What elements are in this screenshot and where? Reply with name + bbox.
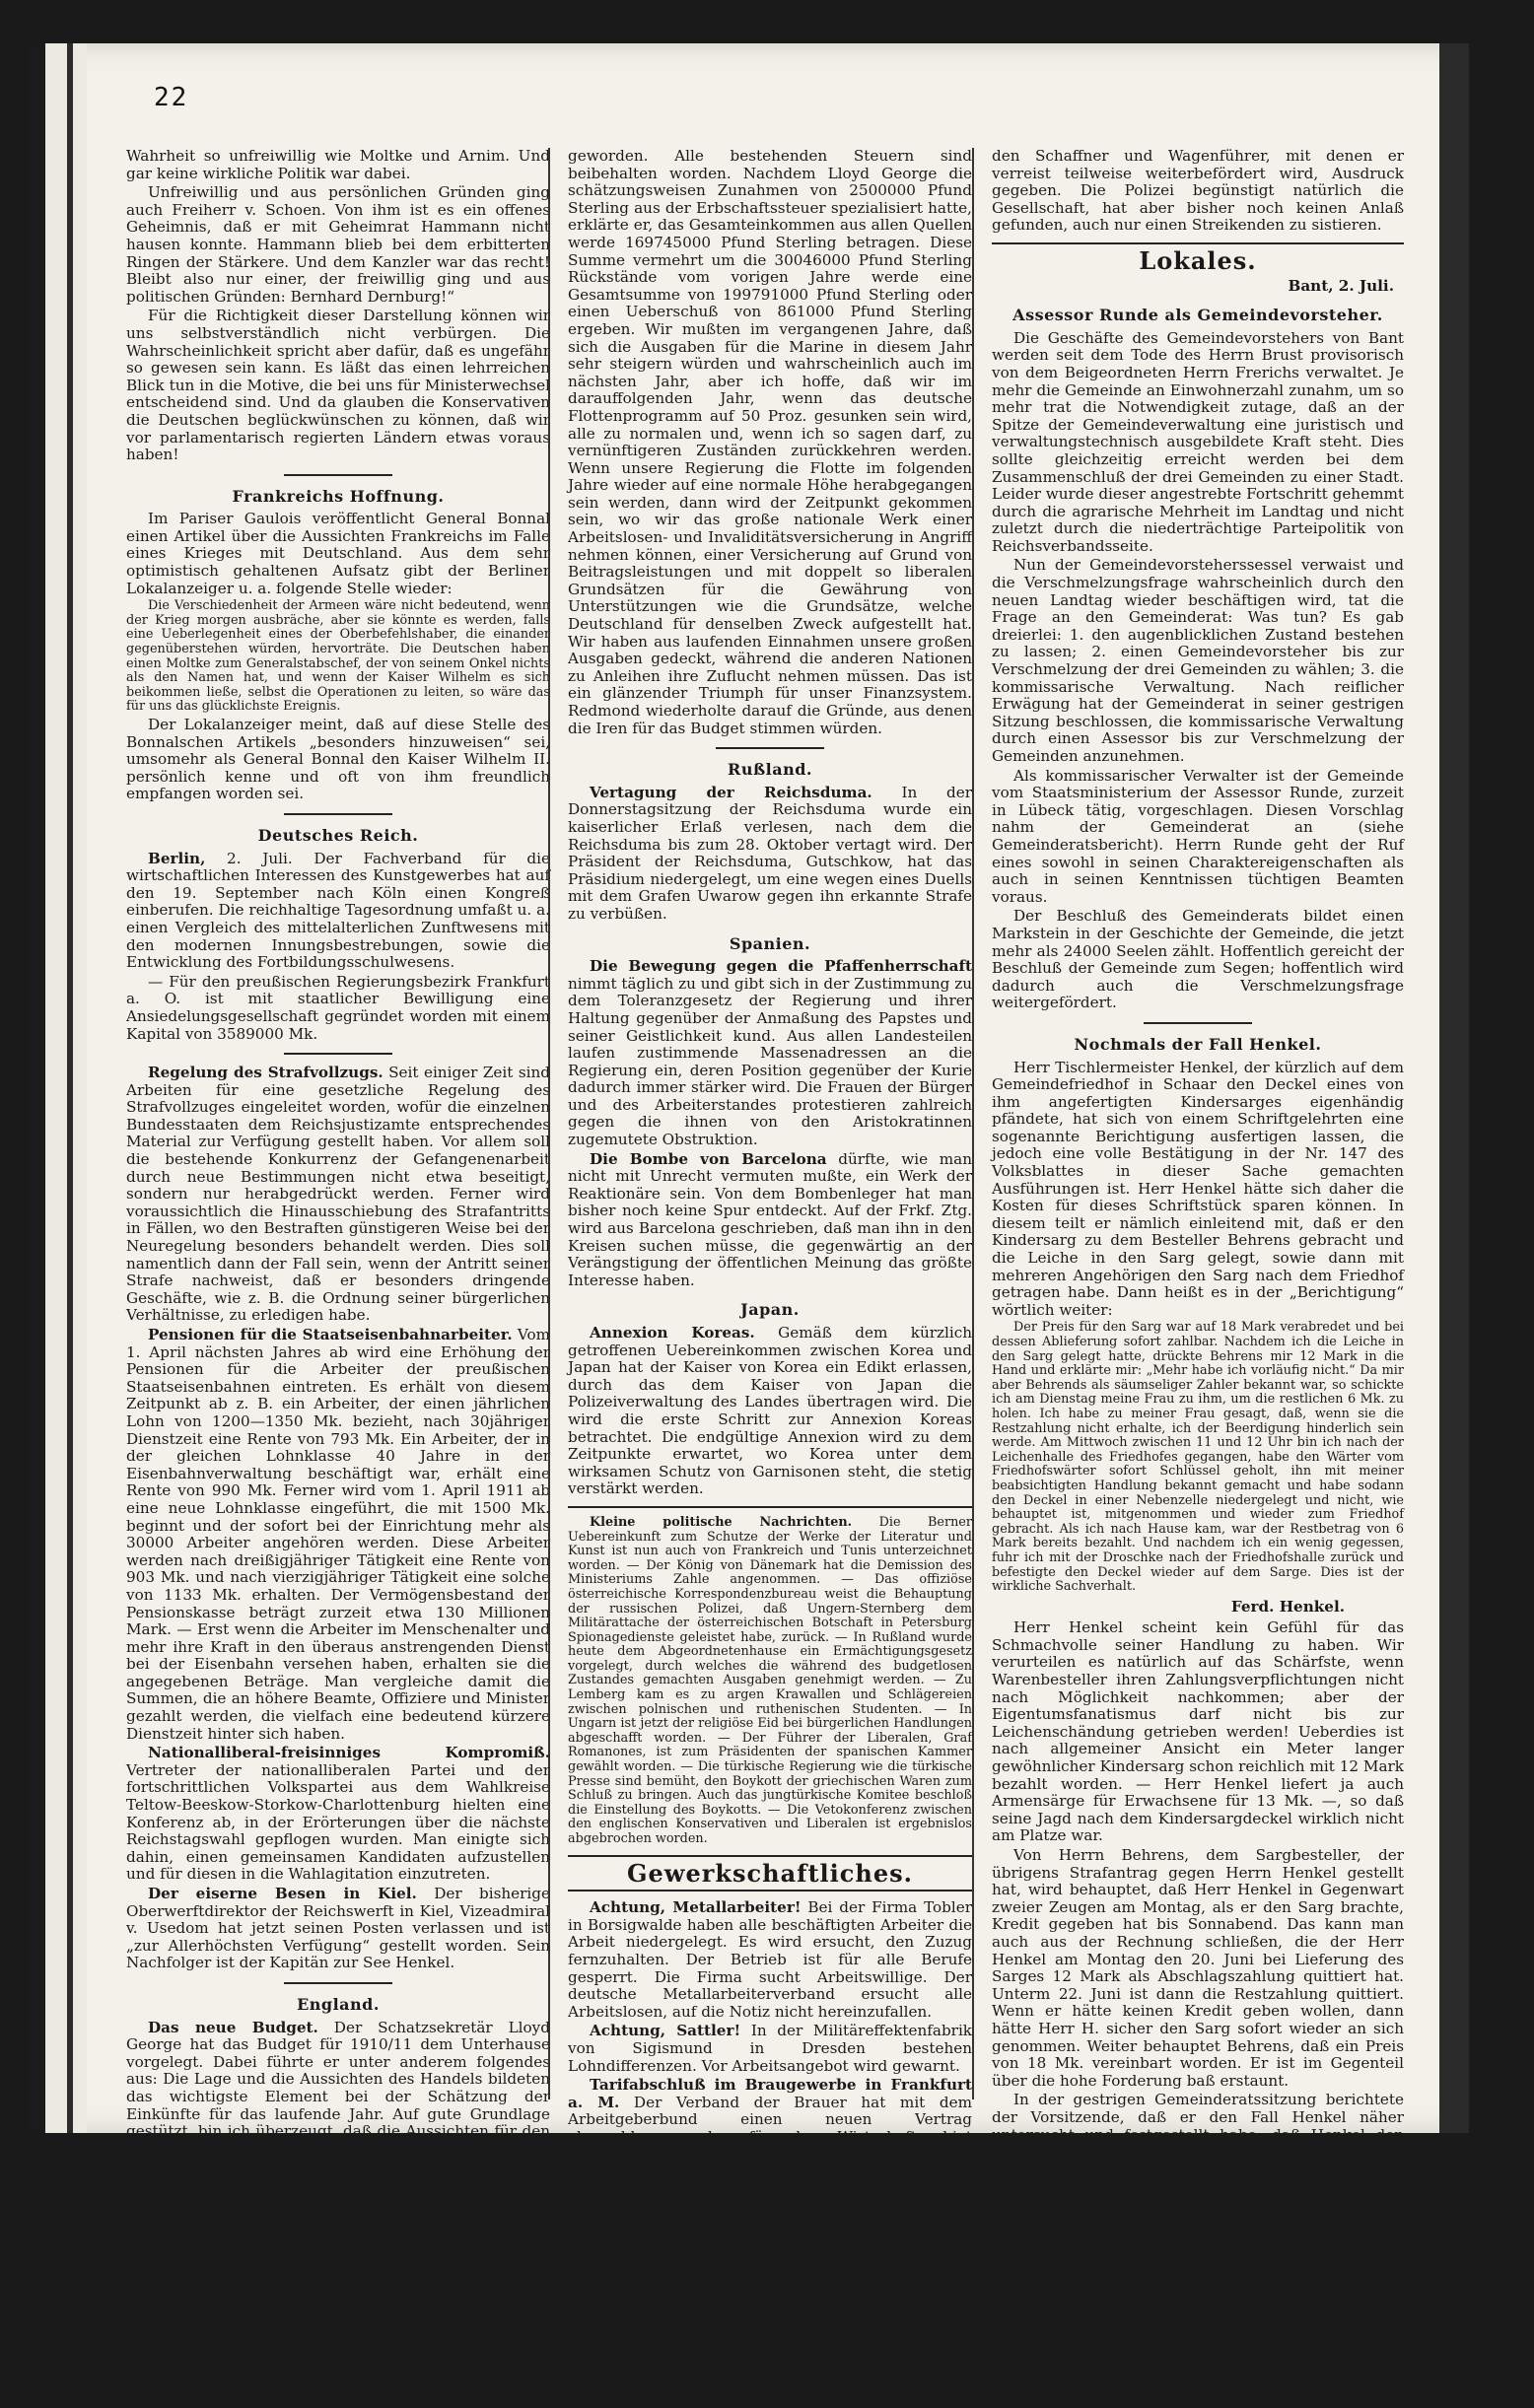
- section-heading: Deutsches Reich.: [257, 825, 419, 845]
- section-heading: Gewerkschaftliches.: [627, 1858, 913, 1888]
- paragraph: Vom 1. April nächsten Jahres ab wird eine Erhöhung der Pensionen für die Arbeiter der preußischen Staatseisenbahnen eintreten. Es erhält von diesem Zeitpunkt ab z. B. ein Arbeiter, der einen jährlichen Lohn von 1200—1350 Mk. bezieht, nach 30jähriger Dienstzeit eine Rente von 793 Mk. Ein Arbeiter, der in der gleichen Lohnklasse 40 Jahre in der Eisenbahnverwaltung beschäftigt war, erhält eine Rente von 990 Mk. Ferner wird vom 1. April 1911 ab eine neue Lohnklasse eingeführt, die mit 1500 Mk. beginnt und der sofort bei der Einrichtung mehr als 30000 Arbeiter angehören werden. Diese Arbeiter werden nach dreißigjähriger Tätigkeit eine Rente von 903 Mk. und nach vierzigjähriger Tätigkeit eine solche von 1133 Mk. erhalten. Der Vermögensbestand der Pensionskasse beträgt zurzeit etwa 130 Millionen Mark. — Erst wenn die Arbeiter im Menschenalter und mehr ihre Kraft in den überaus anstrengenden Dienst bei der Eisenbahn versehen haben, erhalten sie die angegebenen Beträge. Man vergleiche damit die Summen, die an höhere Beamte, Offiziere und Minister gezahlt werden, die vielfach eine bedeutend kürzere Dienstzeit hinter sich haben.: [126, 1326, 550, 1743]
- paragraph: Der bisherige Oberwerftdirektor der Reichswerft in Kiel, Vizeadmiral v. Usedom hat jetzt seinen Posten verlassen und ist „zur Allerhöchsten Verfügung“ gestellt worden. Sein Nachfolger ist der Kapitän zur See Henkel.: [126, 1885, 550, 1972]
- paragraph: Nun der Gemeindevorsteherssessel verwaist und die Verschmelzungsfrage wahrscheinlich durch den neuen Landtag wieder beschäftigen wird, tat die Frage an den Gemeinderat: Was tun? Es gab dreierlei: 1. den augenblicklichen Zustand bestehen zu lassen; 2. einen Gemeindevorsteher bis zur Verschmelzung der drei Gemeinden zu wählen; 3. die kommissarische Verwaltung. Nach reiflicher Erwägung hat der Gemeinderat in seiner gestrigen Sitzung beschlossen, die kommissarische Verwaltung durch einen Assessor bis zur Verschmelzung der Gemeinden anzunehmen.: [992, 556, 1404, 765]
- paragraph: In der Donnerstagsitzung der Reichsduma wurde ein kaiserlicher Erlaß verlesen, nach dem die Reichsduma bis zum 28. Oktober vertagt wird. Der Präsident der Reichsduma, Gutschkow, hat das Präsidium niedergelegt, um eine wegen eines Duells mit dem Grafen Uwarow gegen ihn erkannte Strafe zu verbüßen.: [568, 783, 972, 923]
- paragraph: Die Geschäfte des Gemeindevorstehers von Bant werden seit dem Tode des Herrn Brust provisorisch von dem Beigeordneten Herrn Frerichs verwaltet. Je mehr die Gemeinde an Einwohnerzahl zunahm, um so mehr trat die Notwendigkeit zutage, daß an der Spitze der Gemeindeverwaltung eine juristisch und verwaltungstechnisch ausgebildete Kraft steht. Dies sollte gleichzeitig erreicht werden bei dem Zusammenschluß der drei Gemeinden zu einer Stadt. Leider wurde dieser angestrebte Fortschritt gehemmt durch die agrarische Mehrheit im Landtag und nicht zuletzt durch die niederträchtige Parteipolitik von Reichsverbandsseite.: [992, 328, 1404, 555]
- section-heading: Nochmals der Fall Henkel.: [1074, 1034, 1322, 1054]
- divider: [284, 1053, 392, 1055]
- article-lead: Vertagung der Reichsduma.: [590, 783, 872, 801]
- dateline: Bant, 2. Juli.: [1288, 276, 1394, 295]
- paragraph: dürfte, wie man nicht mit Unrecht vermuten mußte, ein Werk der Reaktionäre sein. Von dem Bombenleger hat man bisher noch keine Spur entdeckt. Auf der Frkf. Ztg. wird aus Barcelona geschrieben, daß man ihn in den Kreisen suchen müsse, die gegenwärtig an der Verängstigung der öffentlichen Meinung das größte Interesse haben.: [568, 1149, 972, 1289]
- divider: [284, 813, 392, 815]
- paragraph: Wahrheit so unfreiwillig wie Moltke und Arnim. Und gar keine wirkliche Politik war dabei.: [126, 147, 550, 182]
- column-1: [126, 148, 550, 2212]
- article-lead: Das neue Budget.: [148, 2018, 318, 2036]
- paragraph: nimmt täglich zu und gibt sich in der Zustimmung zu dem Toleranzgesetz der Regierung und ihrer Haltung gegenüber der Anmaßung des Papstes und seiner Geistlichkeit kund. Aus allen Landesteilen laufen zustimmende Massenadressen an die Regierung ein, deren Position gegenüber der Kurie dadurch immer stärker wird. Die Frauen der Bürger und des Arbeiterstandes protestieren zahlreich gegen die ihnen von den Aristokratinnen zugemutete Obstruktion.: [568, 974, 972, 1149]
- article-lead: Kleine politische Nachrichten.: [590, 1514, 853, 1530]
- paragraph: Im Pariser Gaulois veröffentlicht General Bonnal einen Artikel über die Aussichten Frankreichs im Falle eines Krieges mit Deutschland. Aus dem sehr optimistisch gehaltenen Aufsatz gibt der Berliner Lokalanzeiger u. a. folgende Stelle wieder:: [126, 510, 550, 597]
- article-lead: Pensionen für die Staatseisenbahnarbeiter.: [148, 1326, 513, 1343]
- divider: [716, 747, 824, 749]
- paragraph: Herr Henkel scheint kein Gefühl für das Schmachvolle seiner Handlung zu haben. Wir verurteilen es natürlich auf das Schärfste, wenn Warenbesteller ihren Zahlungsverpflichtungen nicht nach Möglichkeit nachkommen; aber der Eigentumsfanatismus darf nicht bis zur Leichenschändung getrieben werden! Ueberdies ist nach allgemeiner Ansicht ein Meter langer gewöhnlicher Kindersarg schon reichlich mit 12 Mark bezahlt worden. — Herr Henkel liefert ja auch Armensärge für Erwachsene für 13 Mk. —, so daß seine Jagd nach dem Kindersargdeckel wirklich nicht am Platze war.: [992, 1618, 1404, 1845]
- divider: [1144, 1022, 1252, 1024]
- binding-edge: [28, 43, 87, 2133]
- section-heading: Lokales.: [1139, 245, 1257, 275]
- divider: [284, 474, 392, 476]
- article-lead: Achtung, Sattler!: [590, 2022, 741, 2040]
- article-lead: Annexion Koreas.: [590, 1324, 755, 1342]
- divider: [992, 242, 1404, 244]
- paragraph: Der Preis für den Sarg war auf 18 Mark verabredet und bei dessen Ablieferung sofort zahlbar. Nachdem ich die Leiche in den Sarg gelegt hatte, drückte Behrens mir 12 Mark in die Hand und erklärte mir: „Mehr habe ich vorläufig nicht.“ Da mir aber Behrends als säumseliger Zahler bekannt war, so schickte ich am Dienstag meine Frau zu ihm, um die restlichen 6 Mk. zu holen. Ich habe zu meiner Frau gesagt, daß, wenn sie die Restzahlung nicht erhalte, ich der Beerdigung hinderlich sein werde. Am Mittwoch zwischen 11 und 12 Uhr bin ich nach der Leichenhalle des Friedhofes gegangen, habe den Wärter vom Friedhofswärter sofort Schlüssel geholt, ihn mit meiner beabsichtigten Handlung bekannt gemacht und habe sodann den Deckel in einer Nebenzelle niedergelegt und nicht, wie behauptet ist, mitgenommen und wieder zum Friedhof gebracht. Als ich nach Hause kam, war der Restbetrag von 6 Mark bereits bezahlt. Und nachdem ich ein wenig gegessen, fuhr ich mit der Droschke nach der Friedhofshalle zurück und befestigte den Deckel wieder auf dem Sarge. Dies ist der wirkliche Sachverhalt.: [992, 1320, 1404, 1595]
- article-lead: Die Bewegung gegen die Pfaffenherrschaft: [590, 957, 972, 976]
- paragraph: Für die Richtigkeit dieser Darstellung können wir uns selbstverständlich nicht verbürgen. Die Wahrscheinlichkeit spricht aber dafür, daß es ungefähr so gewesen sein kann. Es läßt das einen lehrreichen Blick tun in die Motive, die bei uns für Ministerwechsel entscheidend sind. Und da glauben die Konservativen die Deutschen beglückwünschen zu können, daß wir vor parlamentarisch regierten Ländern etwas voraus haben!: [126, 307, 550, 464]
- paragraph: Die Berner Uebereinkunft zum Schutze der Werke der Literatur und Kunst ist nun auch von Frankreich und Tunis unterzeichnet worden. — Der König von Dänemark hat die Demission des Ministeriums Zahle angenommen. — Das offiziöse österreichische Korrespondenzbureau weist die Behauptung der russischen Polizei, daß Ungern-Sternberg dem Militärattache der österreichischen Botschaft in Petersburg Spionagedienste geleistet habe, zurück. — In Rußland wurde heute dem Abgeordnetenhause ein Ermächtigungsgesetz vorgelegt, durch welches die während des budgetlosen Zustandes gemachten Ausgaben genehmigt werden. — Zu Lemberg kam es zu argen Krawallen und Schlägereien zwischen polnischen und ruthenischen Studenten. — In Ungarn ist jetzt der religiöse Eid bei bürgerlichen Handlungen abgeschafft worden. — Der Führer der Liberalen, Graf Romanones, ist zum Präsidenten der spanischen Kammer gewählt worden. — Die türkische Regierung wie die türkische Presse sind bemüht, den Boykott der griechischen Waren zum Schluß zu bringen. Auch das jungtürkische Komitee beschloß die Einstellung des Boykotts. — Die Vetokonferenz zwischen den englischen Konservativen und Liberalen ist ergebnislos abgebrochen worden.: [568, 1514, 973, 1846]
- paragraph: den Schaffner und Wagenführer, mit denen er verreist teilweise weiterbefördert wird, Ausdruck gegeben. Die Polizei begünstigt natürlich die Gesellschaft, hat aber bisher noch keinen Anlaß gefunden, auch nur einen Streikenden zu sistieren.: [992, 147, 1404, 235]
- section-heading: Frankreichs Hoffnung.: [232, 486, 445, 506]
- paragraph: Die Verschiedenheit der Armeen wäre nicht bedeutend, wenn der Krieg morgen ausbräche, aber sie könnte es werden, falls eine Ueberlegenheit eines der Oberbefehlshaber, die einander gegenüberstehen würden, hervorträte. Die Deutschen haben einen Moltke zum Generalstabschef, der von seinem Onkel nichts als den Namen hat, und wenn der Kaiser Wilhelm es sich beikommen ließe, selbst die Operationen zu leiten, so wäre das für uns das glücklichste Ereignis.: [126, 598, 550, 715]
- section-heading: Spanien.: [729, 933, 811, 953]
- scan-edge: [1439, 43, 1469, 2133]
- paragraph: Bei der Firma Tobler in Borsigwalde haben alle beschäftigten Arbeiter die Arbeit niedergelegt. Es wird ersucht, den Zuzug fernzuhalten. Der Betrieb ist für alle Berufe gesperrt. Die Firma sucht Arbeitswillige. Der deutsche Metallarbeiterverband ersucht alle Arbeitslosen, auf die Notiz nicht hereinzufallen.: [568, 1898, 972, 2021]
- article-lead: Nationalliberal-freisinniges Kompromiß.: [148, 1744, 550, 1762]
- article-lead: Achtung, Metallarbeiter!: [590, 1898, 802, 1917]
- divider: [284, 1982, 392, 1984]
- paragraph: geworden. Alle bestehenden Steuern sind beibehalten worden. Nachdem Lloyd George die schätzungsweisen Zunahmen von 2500000 Pfund Sterling aus der Erbschaftssteuer spezialisiert hatte, erklärte er, das Gesamteinkommen aus allen Quellen werde 169745000 Pfund Sterling betragen. Diese Summe vermehrt um die 30046000 Pfund Sterling Rückstände vom vorigen Jahre werde eine Gesamtsumme von 199791000 Pfund Sterling oder einen Ueberschuß von 861000 Pfund Sterling ergeben. Wir mußten im vergangenen Jahre, daß sich die Ausgaben für die Marine in diesem Jahr sehr steigern würden und wahrscheinlich auch im nächsten Jahr, aber ich hoffe, daß wir im darauffolgenden Jahr, wenn das deutsche Flottenprogramm auf 50 Proz. gesunken sein wird, alle zu normalen und, wenn ich so sagen darf, zu vernünftigeren Zuständen zurückkehren werden. Wenn unsere Regierung die Flotte im folgenden Jahre wieder auf eine normale Höhe herabgegangen sein werden, dann wird der Zeitpunkt gekommen sein, wo wir das große nationale Werk einer Arbeitslosen- und Invaliditätsversicherung in Angriff nehmen können, einer Versicherung auf Grund von Beitragsleistungen und mit doppelt so liberalen Grundsätzen für die Gewährung von Unterstützungen wie die Grundsätze, welche Deutschland für denselben Zweck aufgestellt hat. Wir haben aus laufenden Einnahmen unsere großen Ausgaben gedeckt, während die anderen Nationen zu Anleihen ihre Zuflucht nehmen müssen. Das ist ein glänzender Triumph für unser Finanzsystem. Redmond wiederholte darauf die Gründe, aus denen die Iren für das Budget stimmen würden.: [568, 147, 972, 737]
- paragraph: Unfreiwillig und aus persönlichen Gründen ging auch Freiherr v. Schoen. Von ihm ist es ein offenes Geheimnis, daß er mit Geheimrat Hammann nicht hausen konnte. Hammann blieb bei dem erbitterten Ringen der Stärkere. Und dem Kanzler war das recht! Bleibt also nur einer, der freiwillig ging und aus politischen Gründen: Bernhard Dernburg!“: [126, 183, 550, 306]
- section-heading: Assessor Runde als Gemeindevorsteher.: [1012, 306, 1383, 325]
- paragraph: Seit einiger Zeit sind Arbeiten für eine gesetzliche Regelung des Strafvollzuges eingeleitet worden, wofür die einzelnen Bundesstaaten dem Reichsjustizamte entsprechendes Material zur Verfügung gestellt haben. Vor allem soll die bestehende Konkurrenz der Gefangenenarbeit durch neue Bestimmungen nicht etwa beseitigt, sondern nur herabgedrückt werden. Ferner wird voraussichtlich die Hinausschiebung des Strafantritts in Fällen, wo den Bestraften günstigeren Weise bei der Neuregelung besonders behandelt werden. Dies soll namentlich dann der Fall sein, wenn der Antritt seiner Strafe nachweist, daß er besonders dringende Geschäfte, wie z. B. die Ordnung seiner bürgerlichen Verhältnisse, zu erledigen habe.: [126, 1064, 550, 1325]
- paragraph: dauert fort. Die gemeldeten schweren Zusammenstöße zwischen Streikenden und der Polizei haben nicht stattgefunden. Die Streikenden, deren Zahl jetzt auf 163 gestiegen ist, verhalten sich musterhaft. Das Publikum hat allerdings mehrfach seiner Abneigung gegen die streikbrechen-: [568, 2303, 972, 2408]
- column-3: [972, 147, 1404, 2300]
- paragraph: — Für den preußischen Regierungsbezirk Frankfurt a. O. ist mit staatlicher Bewilligung eine Ansiedelungsgesellschaft gegründet worden mit einem Kapital von 3589000 Mk.: [126, 972, 550, 1043]
- paragraph: Vertreter der nationalliberalen Partei und der fortschrittlichen Volkspartei aus dem Wahlkreise Teltow-Beeskow-Storkow-Charlottenburg hielten eine Konferenz ab, in der Erörterungen über die nächste Reichstagswahl gepflogen wurden. Man einigte sich dahin, einen gemeinsamen Kandidaten aufzustellen und für diesen in die Wahlagitation einzutreten.: [126, 1760, 550, 1884]
- paragraph: Der Beschluß des Gemeinderats bildet einen Markstein in der Geschichte der Gemeinde, die jetzt mehr als 24000 Seelen zählt. Hoffentlich gereicht der Beschluß der Gemeinde zum Segen; hoffentlich wird dadurch auch die Verschmelzungsfrage weitergefördert.: [992, 907, 1404, 1012]
- divider: [568, 1890, 972, 1892]
- page-number: 22: [154, 83, 189, 112]
- section-heading: Japan.: [740, 1300, 800, 1320]
- paragraph: Herr Tischlermeister Henkel, der kürzlich auf dem Gemeindefriedhof in Schaar den Deckel eines von ihm angefertigten Kindersarges eigenhändig pfändete, hat sich von einem Schriftgelehrten eine sogenannte Berichtigung ausfertigen lassen, die jedoch eine volle Bestätigung in der Nr. 147 des Volksblattes in dieser Sache gemachten Ausführungen ist. Herr Henkel hätte sich daher die Kosten für dieses Schriftstück sparen können. In diesem teilt er nämlich einleitend mit, daß er den Kindersarg zu dem Besteller Behrens gebracht und die Leiche in den Sarg gelegt, sowie dann mit mehreren Angehörigen den Sarg nach dem Friedhof getragen habe. Dann heißt es in der „Berichtigung“ wörtlich weiter:: [992, 1058, 1404, 1319]
- paragraph: Der Lokalanzeiger meint, daß auf diese Stelle des Bonnalschen Artikels „besonders hinzuweisen“ sei, umsomehr als General Bonnal den Kaiser Wilhelm II. persönlich kenne und oft von ihm freundlich empfangen worden sei.: [126, 716, 550, 803]
- section-heading: England.: [297, 1994, 380, 2014]
- article-lead: Die Bombe von Barcelona: [590, 1149, 827, 1168]
- paragraph: Gemäß dem kürzlich getroffenen Uebereinkommen zwischen Korea und Japan hat der Kaiser von Korea ein Edikt erlassen, durch das dem Kaiser von Japan die Polizeiverwaltung des Landes übertragen wird. Die wird die erste Schritt zur Annexion Koreas betrachtet. Die endgültige Annexion wird zu dem Zeitpunkte erwartet, wo Korea unter dem wirksamen Schutz von Garnisonen steht, die stetig verstärkt werden.: [568, 1324, 972, 1498]
- article-lead: Tarifabschluß im Braugewerbe in Frankfurt a. M.: [568, 2076, 972, 2111]
- section-heading: Rußland.: [728, 760, 812, 780]
- article-lead: Berlin,: [148, 849, 206, 867]
- divider: [568, 1506, 972, 1508]
- paragraph: Von Herrn Behrens, dem Sargbesteller, der übrigens Strafantrag gegen Herrn Henkel gestellt hat, wird behauptet, daß Herr Henkel in Gegenwart zweier Zeugen am Montag, als er den Sarg brachte, Kredit gegeben hat bis Sonnabend. Das kann man auch aus der Rechnung schließen, die der Herr Henkel am Montag den 20. Juni bei Lieferung des Sarges 12 Mark als Abschlagszahlung quittiert hat. Unterm 22. Juni ist dann die Restzahlung quittiert. Wenn er hätte keinen Kredit geben wollen, dann hätte Herr H. sicher den Sarg sofort wieder an sich genommen. Weiter behauptet Behrens, daß ein Preis von 18 Mk. vereinbart worden. Er ist im Gegenteil über die hohe Forderung baß erstaunt.: [992, 1846, 1404, 2090]
- paragraph: In der gestrigen Gemeinderatssitzung berichtete der Vorsitzende, daß er den Fall Henkel näher untersucht und festgestellt habe, daß Henkel den Friedhofswärter von seinem Vorhaben in Kenntnis gesetzt habe. Da Henkel aber dem Wärter androhte, er werde ihn zivilrechtlich für allen Schaden verantwortlich machen, wenn er ihn an der Ausführung seines Pfandrechts hindere, so ließ der Wärter, ohne energisch dagegen einzuschreiten, die Konfiskation des Sargdeckels zu und berichtete dann erst an den Gemeindevorstand um Instruktion. Dieser hat dann sofort eingegriffen und: [992, 2091, 1404, 2300]
- divider: [568, 1855, 972, 1857]
- article-lead: Der eiserne Besen in Kiel.: [148, 1885, 417, 1902]
- article-lead: Regelung des Strafvollzugs.: [148, 1064, 384, 1082]
- paragraph: Der Verband der Brauer hat mit dem Arbeitgeberbund einen neuen Vertrag abgeschlossen, der für das Wirtschaftsgebiet Frankfurt a. M. Geltung hat und eine sofortige Arbeitszeitverkürzung von 10 auf 9 Stunden vorsieht. Der Vertrag gilt bis 1915. Es soll eine sofortige Lohnerhöhung von durchschnittlich 1,50 Mk. eintreten. Im Jahre 1915 sollen die Löhne um ungefähr 5 Mk. pro Woche für jeden einzelnen Arbeiter erhöht werden. Der Vertrag betrifft einige Tausend Arbeiter.: [568, 2093, 973, 2285]
- signature: Ferd. Henkel.: [1230, 1597, 1345, 1616]
- paragraph: In der Militäreffektenfabrik von Sigismund in Dresden bestehen Lohndifferenzen. Vor Arbeitsangebot wird gewarnt.: [568, 2022, 972, 2075]
- paragraph: 2. Juli. Der Fachverband für die wirtschaftlichen Interessen des Kunstgewerbes hat auf den 19. September nach Köln einen Kongreß einberufen. Die reichhaltige Tagesordnung umfaßt u. a. einen Vergleich des mittelalterlichen Zunftwesens mit den modernen Innungsbestrebungen, sowie die Entwicklung des Fortbildungsschulwesens.: [126, 849, 550, 972]
- paragraph: Der Schatzsekretär Lloyd George hat das Budget für 1910/11 dem Unterhause vorgelegt. Dabei führte er unter anderem folgendes aus: Die Lage und die Aussichten des Handels bildeten das wichtigste Element bei der Schätzung der Einkünfte für das laufende Jahr. Auf gute Grundlage gestützt, bin ich überzeugt, daß die Aussichten für den Handel außerordentlich glänzend sind und daß die Getreideernten in der Welt geradezu überreichlich sein werden. Die Handelswelt ist überall hoffnungsfreudiger: [126, 2018, 550, 2210]
- paragraph: Als kommissarischer Verwalter ist der Gemeinde vom Staatsministerium der Assessor Runde, zurzeit in Lübeck tätig, vorgeschlagen. Diesen Vorschlag nahm der Gemeinderat an (siehe Gemeinderatsbericht). Herrn Runde geht der Ruf eines sowohl in seinen Charaktereigenschaften als auch in seinen Kenntnissen tüchtigen Beamten voraus.: [992, 766, 1404, 906]
- column-2: [548, 147, 973, 2408]
- article-lead: Der Streik bei der Hamburg-Altonaer Zentralbahn: [568, 2286, 972, 2321]
